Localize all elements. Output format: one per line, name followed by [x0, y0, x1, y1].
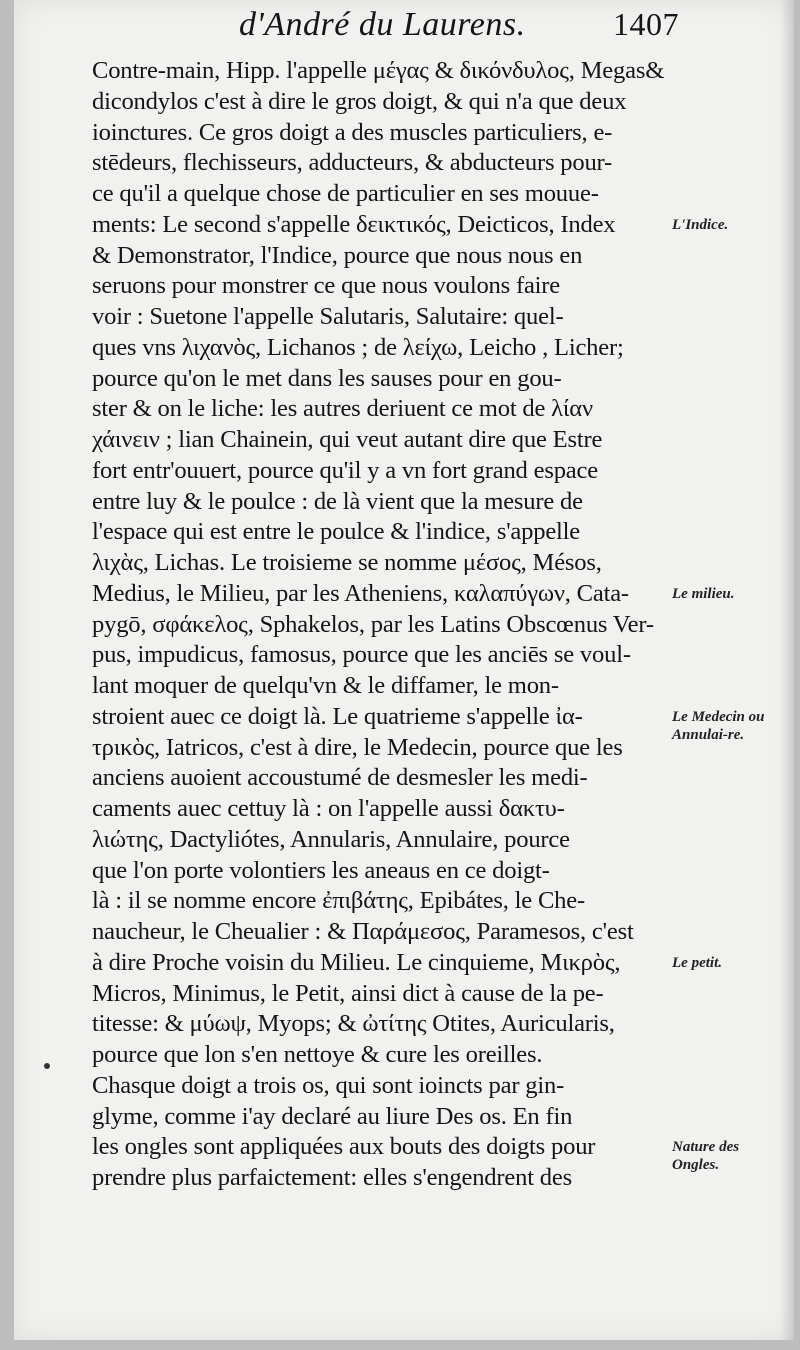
text-line: Contre-main, Hipp. l'appelle μέγας & δικόνδυλος, Megas&	[92, 57, 665, 84]
text-line: voir : Suetone l'appelle Salutaris, Salutaire: quel-	[92, 303, 564, 330]
text-line: ster & on le liche: les autres deriuent ce mot de λίαν	[92, 395, 593, 423]
text-line: ce qu'il a quelque chose de particulier en ses mouue-	[92, 180, 599, 207]
text-line: pource qu'on le met dans les sauses pour en gou-	[92, 364, 562, 392]
text-line: ments: Le second s'appelle δεικτικός, Deicticos, Index	[92, 210, 616, 238]
margin-note: Le milieu.	[672, 585, 735, 602]
text-line: λιώτης, Dactyliótes, Annularis, Annulaire, pource	[92, 825, 570, 853]
text-line: que l'on porte volontiers les aneaus en ce doigt-	[92, 856, 550, 884]
text-line: & Demonstrator, l'Indice, pource que nous nous en	[92, 241, 583, 269]
text-line: caments auec cettuy là : on l'appelle aussi δακτυ-	[92, 795, 565, 822]
text-line: l'espace qui est entre le poulce & l'indice, s'appelle	[92, 518, 581, 546]
book-page	[14, 0, 794, 1340]
text-line: Chasque doigt a trois os, qui sont ioincts par gin-	[92, 1071, 565, 1099]
text-line: Micros, Minimus, le Petit, ainsi dict à cause de la pe-	[92, 979, 604, 1007]
text-line: τρικὸς, Iatricos, c'est à dire, le Medecin, pource que les	[92, 733, 623, 761]
text-line: les ongles sont appliquées aux bouts des doigts pour	[92, 1133, 596, 1161]
margin-note: Le petit.	[672, 954, 722, 971]
text-line: pus, impudicus, famosus, pource que les anciēs se voul-	[92, 641, 631, 669]
text-line: Medius, le Milieu, par les Atheniens, καλαπύγων, Cata-	[92, 579, 629, 607]
page-edge-shadow	[780, 0, 794, 1340]
text-line: anciens auoient accoustumé de desmesler les medi-	[92, 764, 588, 792]
text-line: entre luy & le poulce : de là vient que la mesure de	[92, 487, 583, 515]
page-number: 1407	[613, 6, 679, 42]
text-line: pource que lon s'en nettoye & cure les oreilles.	[92, 1041, 543, 1068]
text-line: ioinctures. Ce gros doigt a des muscles particuliers, e-	[92, 118, 613, 146]
text-line: ques vns λιχανὸς, Lichanos ; de λείχω, Leicho , Licher;	[92, 333, 624, 361]
margin-dot	[44, 1063, 50, 1069]
text-line: stroient auec ce doigt là. Le quatrieme s'appelle ἰα-	[92, 702, 583, 730]
text-line: glyme, comme i'ay declaré au liure Des os. En fin	[92, 1102, 573, 1130]
text-line: là : il se nomme encore ἐπιβάτης, Epibátes, le Che-	[92, 887, 585, 915]
text-line: naucheur, le Cheualier : & Παράμεσος, Paramesos, c'est	[92, 918, 634, 945]
text-line: seruons pour monstrer ce que nous voulons faire	[92, 272, 561, 300]
header-title: d'André du Laurens.	[239, 6, 526, 43]
text-line: à dire Proche voisin du Milieu. Le cinquieme, Μικρὸς,	[92, 948, 621, 976]
running-header	[239, 6, 679, 44]
text-line: dicondylos c'est à dire le gros doigt, & qui n'a que deux	[92, 87, 627, 115]
text-line: prendre plus parfaictement: elles s'engendrent des	[92, 1164, 572, 1191]
text-line: λιχὰς, Lichas. Le troisieme se nomme μέσος, Mésos,	[92, 549, 602, 576]
text-line: stēdeurs, flechisseurs, adducteurs, & abducteurs pour-	[92, 149, 613, 177]
text-line: titesse: & μύωψ, Myops; & ὠτίτης Otites, Auricularis,	[92, 1010, 615, 1038]
margin-note: L'Indice.	[672, 216, 729, 233]
text-line: lant moquer de quelqu'vn & le diffamer, le mon-	[92, 672, 559, 699]
margin-note: Nature des Ongles.	[672, 1139, 740, 1174]
text-line: pygō, σφάκελος, Sphakelos, par les Latins Obscœnus Ver-	[92, 610, 654, 638]
text-line: χάινειν ; lian Chainein, qui veut autant dire que Estre	[92, 426, 603, 453]
body-text	[92, 56, 677, 1194]
text-line: fort entr'ouuert, pource qu'il y a vn fort grand espace	[92, 456, 598, 484]
margin-note: Le Medecin ou Annulai-re.	[672, 708, 765, 743]
